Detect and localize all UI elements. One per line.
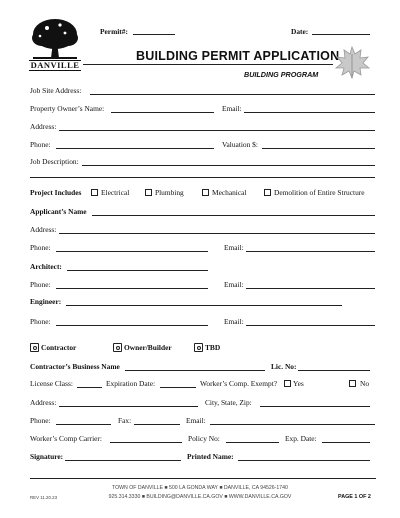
contractors-business-name-label: Contractor’s Business Name	[30, 362, 120, 371]
lic-no-label: Lic. No:	[271, 362, 297, 371]
electrical-checkbox[interactable]	[91, 189, 98, 196]
architect-label: Architect:	[30, 262, 62, 271]
owner-email-label: Email:	[222, 104, 242, 113]
valuation-label: Valuation $:	[222, 140, 258, 149]
plumbing-label: Plumbing	[155, 188, 184, 197]
owner-phone-field[interactable]	[56, 148, 214, 149]
job-site-address-label: Job Site Address:	[30, 86, 82, 95]
job-description-label: Job Description:	[30, 157, 79, 166]
applicant-address-field[interactable]	[59, 233, 375, 234]
owner-builder-radio[interactable]	[113, 343, 122, 352]
signature-label: Signature:	[30, 452, 64, 461]
project-includes-label: Project Includes	[30, 188, 82, 197]
architect-email-field[interactable]	[246, 288, 375, 289]
footer-contact: 925.314.3330 ■ BUILDING@DANVILLE.CA.GOV ■ WWW.DANVILLE.CA.GOV	[108, 494, 292, 500]
yes-checkbox[interactable]	[284, 380, 291, 387]
tbd-label: TBD	[205, 343, 221, 352]
policy-no-label: Policy No:	[188, 434, 220, 443]
engineer-email-label: Email:	[224, 317, 244, 326]
demolition-checkbox[interactable]	[264, 189, 271, 196]
expiration-date-field[interactable]	[160, 387, 196, 388]
job-site-address-field[interactable]	[90, 94, 375, 95]
yes-label: Yes	[293, 379, 304, 388]
valuation-field[interactable]	[262, 148, 375, 149]
policy-no-field[interactable]	[226, 442, 279, 443]
applicant-phone-label: Phone:	[30, 243, 51, 252]
applicant-email-field[interactable]	[246, 251, 375, 252]
permit-number-field[interactable]	[133, 34, 175, 35]
architect-phone-field[interactable]	[56, 288, 208, 289]
owner-phone-label: Phone:	[30, 140, 51, 149]
plumbing-checkbox[interactable]	[145, 189, 152, 196]
mechanical-label: Mechanical	[212, 188, 247, 197]
electrical-label: Electrical	[101, 188, 130, 197]
contractor-radio[interactable]	[30, 343, 39, 352]
architect-phone-label: Phone:	[30, 280, 51, 289]
footer-address: TOWN OF DANVILLE ■ 500 LA GONDA WAY ■ DANVILLE, CA 94526-1740	[112, 485, 288, 491]
property-owner-name-field[interactable]	[111, 112, 214, 113]
contractor-address-label: Address:	[30, 398, 57, 407]
lic-no-field[interactable]	[298, 370, 370, 371]
leaf-icon	[334, 44, 372, 85]
page-title: BUILDING PERMIT APPLICATION	[136, 49, 340, 63]
workers-comp-carrier-field[interactable]	[110, 442, 182, 443]
workers-comp-carrier-label: Worker’s Comp Carrier:	[30, 434, 102, 443]
engineer-field[interactable]	[66, 305, 342, 306]
title-rule	[83, 64, 333, 65]
property-owner-name-label: Property Owner’s Name:	[30, 104, 105, 113]
exp-date-field[interactable]	[322, 442, 370, 443]
no-label: No	[360, 379, 370, 388]
contractors-business-name-field[interactable]	[125, 370, 265, 371]
owner-email-field[interactable]	[244, 112, 375, 113]
applicant-email-label: Email:	[224, 243, 244, 252]
architect-field[interactable]	[67, 270, 208, 271]
owner-address-label: Address:	[30, 122, 57, 131]
license-class-label: License Class:	[30, 379, 73, 388]
signature-field[interactable]	[65, 460, 181, 461]
date-field[interactable]	[312, 34, 370, 35]
architect-email-label: Email:	[224, 280, 244, 289]
contractor-phone-label: Phone:	[30, 416, 51, 425]
workers-comp-exempt-label: Worker’s Comp. Exempt?	[200, 379, 278, 388]
license-class-field[interactable]	[77, 387, 102, 388]
printed-name-label: Printed Name:	[187, 452, 234, 461]
engineer-label: Engineer:	[30, 297, 62, 306]
city-state-zip-label: City, State, Zip:	[205, 398, 252, 407]
applicants-name-field[interactable]	[92, 215, 375, 216]
fax-field[interactable]	[134, 424, 180, 425]
demolition-label: Demolition of Entire Structure	[274, 188, 365, 197]
applicants-name-label: Applicant’s Name	[30, 207, 87, 216]
expiration-date-label: Expiration Date:	[106, 379, 156, 388]
mechanical-checkbox[interactable]	[202, 189, 209, 196]
logo-text: DANVILLE	[30, 60, 80, 70]
exp-date-label: Exp. Date:	[285, 434, 317, 443]
date-label: Date:	[291, 27, 309, 36]
contractor-label: Contractor	[41, 343, 77, 352]
footer-page-number: PAGE 1 OF 2	[338, 494, 371, 500]
footer-revision: REV 11.20.23	[30, 495, 58, 500]
tbd-radio[interactable]	[194, 343, 203, 352]
permit-number-label: Permit#:	[100, 27, 128, 36]
engineer-email-field[interactable]	[246, 325, 375, 326]
owner-builder-label: Owner/Builder	[124, 343, 172, 352]
printed-name-field[interactable]	[238, 460, 370, 461]
engineer-phone-label: Phone:	[30, 317, 51, 326]
job-description-field[interactable]	[82, 165, 375, 166]
city-state-zip-field[interactable]	[260, 406, 370, 407]
page-subtitle: BUILDING PROGRAM	[244, 70, 319, 79]
contractor-email-field[interactable]	[210, 424, 375, 425]
contractor-phone-field[interactable]	[56, 424, 111, 425]
job-description-field-2[interactable]	[30, 177, 375, 178]
footer-rule	[30, 478, 376, 479]
fax-label: Fax:	[118, 416, 132, 425]
no-checkbox[interactable]	[349, 380, 356, 387]
engineer-phone-field[interactable]	[56, 325, 208, 326]
owner-address-field[interactable]	[59, 130, 375, 131]
contractor-email-label: Email:	[186, 416, 206, 425]
applicant-address-label: Address:	[30, 225, 57, 234]
contractor-address-field[interactable]	[59, 406, 198, 407]
applicant-phone-field[interactable]	[56, 251, 208, 252]
